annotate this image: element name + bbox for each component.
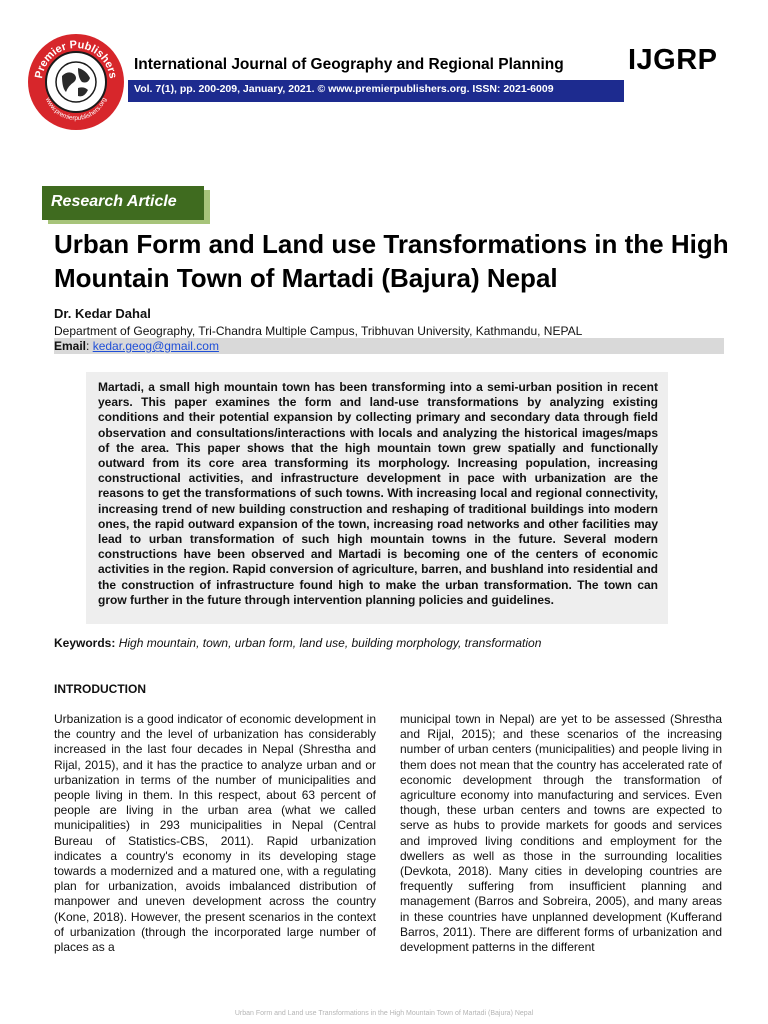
running-footer: Urban Form and Land use Transformations in the High Mountain Town of Martadi (Bajura) Nepal [234, 1010, 534, 1017]
article-type-tag: Research Article [42, 186, 204, 220]
publisher-logo [28, 34, 124, 130]
author-name: Dr. Kedar Dahal [54, 306, 151, 321]
introduction-right-column: municipal town in Nepal) are yet to be assessed (Shrestha and Rijal, 2015); and these scenarios of the increasing number of urban centers (municipalities) and people living in them does not mean that the country has accelerated rate of economic development through the transformation of agriculture economy into manufacturing and services. Even though, these urban centers and towns are expected to serve as hubs to provide markets for goods and services and improved living conditions and employment for the dwellers as well as those in the surrounding localities (Devkota, 2018). Many cities in developing countries are frequently suffering from insufficient planning and management (Barros and Sobreira, 2005), and many areas in these countries have unplanned development (Kufferand Barros, 2011). There are different forms of urbanization and development patterns in the different [400, 712, 722, 955]
author-email-row [54, 338, 724, 354]
keywords-list: High mountain, town, urban form, land use, building morphology, transformation [118, 636, 542, 650]
introduction-left-column: Urbanization is a good indicator of economic development in the country and the level of urbanization has considerably increased in the last four decades in Nepal (Shrestha and Rijal, 2015), and it has the practice to analyze urban and or urbanization in terms of the number of municipalities and people living in them. In this respect, about 63 percent of people are living in the urban area (what we called municipalities) in 293 municipalities in Nepal (Central Bureau of Statistics-CBS, 2011). Rapid urbanization indicates a country's economy in its developing stage towards a modernized and a matured one, with a regulating plan for urbanization, avoids imbalanced distribution of manpower and uneven development across the country (Kone, 2018). However, the present scenarios in the context of urbanization (through the incorporated large number of places as a [54, 712, 376, 955]
keywords-label: Keywords: [54, 636, 116, 650]
keywords [54, 636, 541, 650]
abstract-text: Martadi, a small high mountain town has been transforming into a semi-urban position in recent years. This paper examines the form and land-use transformations by analyzing existing conditions and their potential expansion by collecting primary and secondary data through field observation and consultations/interactions with locals and analyzing the historical images/maps of the area. This paper shows that the high mountain town grew spatially and functionally outward from its core area transforming its morphology. Increasing population, increasing constructional activities, and infrastructure development in pace with urbanization are the reasons to get the transformations of such towns. With increasing local and regional connectivity, increasing trend of new building construction and reshaping of traditional buildings into modern ones, the rapid outward expansion of the town, increasing road networks and other facilities may lead to urban transformation of such high mountain towns in the future. Several modern constructions have been observed and Martadi is becoming one of the centers of economic activities in the region. Rapid conversion of agriculture, barren, and bushland into residential and the construction of infrastructure found high to make the urban transformation. The town can grow further in the future through intervention planning policies and guidelines. [98, 380, 658, 607]
publisher-logo-url: www.premierpublishers.org [43, 96, 109, 123]
email-label: Email [54, 339, 87, 353]
svg-text:www.premierpublishers.org [44, 96, 109, 122]
journal-abbreviation: IJGRP [628, 44, 718, 76]
publisher-logo-ring [28, 34, 124, 130]
journal-meta: Vol. 7(1), pp. 200-209, January, 2021. © www.premierpublishers.org. ISSN: 2021-6009 [134, 83, 554, 95]
author-affiliation: Department of Geography, Tri-Chandra Multiple Campus, Tribhuvan University, Kathmandu, NEPAL [54, 324, 583, 338]
article-title: Urban Form and Land use Transformations in the High Mountain Town of Martadi (Bajura) Nepal [54, 229, 729, 293]
publisher-logo-name: Premier Publishers [33, 38, 119, 80]
journal-title: International Journal of Geography and Regional Planning [134, 56, 564, 73]
email-separator: : [86, 339, 93, 353]
author-email-link[interactable]: kedar.geog@gmail.com [92, 339, 219, 353]
svg-text:Premier Publishers [33, 39, 119, 80]
section-heading-introduction: INTRODUCTION [54, 682, 146, 696]
